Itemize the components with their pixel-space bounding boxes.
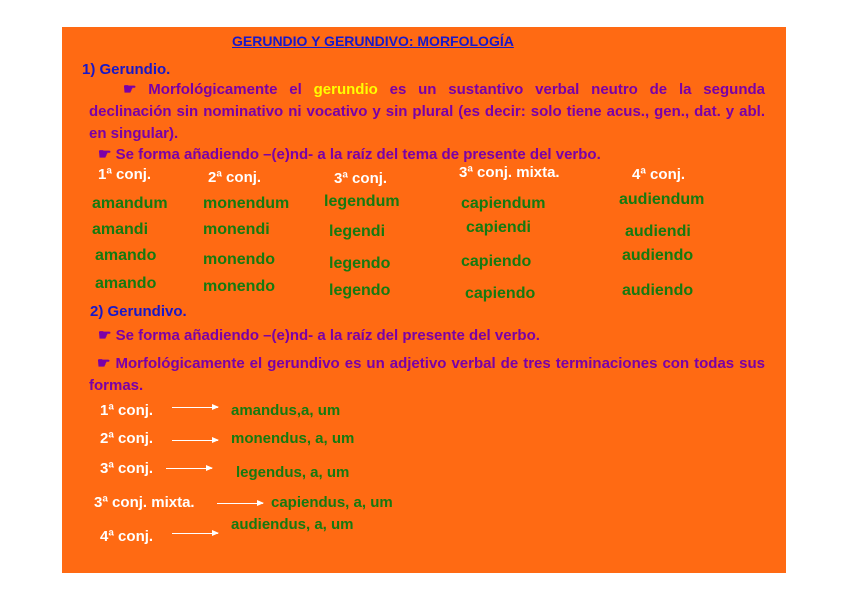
- paradigm-cell: amandum: [92, 195, 168, 212]
- gerund-highlight: gerundio: [313, 81, 378, 98]
- gerund-formation: ☛ Se forma añadiendo –(e)nd- a la raíz del tema de presente del verbo.: [98, 146, 601, 163]
- conj-header: 1ª conj.: [98, 166, 152, 183]
- pointing-hand-icon: ☛: [98, 327, 112, 344]
- gerundive-form: amandus,a, um: [231, 402, 341, 419]
- paradigm-cell: audiendo: [622, 282, 694, 299]
- pointing-hand-icon: ☛: [97, 355, 111, 372]
- gerund-definition: ☛ Morfológicamente el gerundio es un sustantivo verbal neutro de la segunda declinación sin nominativo ni vocativo y sin plural (es decir: solo tiene acus., gen., dat. y abl. en singular).: [89, 81, 765, 142]
- paradigm-cell: audiendo: [622, 247, 694, 264]
- conj-header: 2ª conj.: [208, 169, 262, 186]
- gerundive-label: 3ª conj. mixta.: [94, 494, 195, 511]
- gerundive-label: 2ª conj.: [100, 430, 154, 447]
- paradigm-cell: monendo: [203, 251, 275, 268]
- paradigm-cell: amandi: [92, 221, 149, 238]
- page-title: GERUNDIO Y GERUNDIVO: MORFOLOGÍA: [232, 33, 514, 49]
- section1-heading: 1) Gerundio.: [82, 61, 171, 78]
- paradigm-cell: monendum: [203, 195, 290, 212]
- slide: [62, 27, 786, 573]
- gerundive-label: 1ª conj.: [100, 402, 154, 419]
- pointing-hand-icon: ☛: [123, 81, 137, 98]
- gerundive-form: audiendus, a, um: [231, 516, 354, 533]
- conj-header: 4ª conj.: [632, 166, 686, 183]
- pointing-hand-icon: ☛: [98, 146, 112, 163]
- gerundive-definition: ☛ Morfológicamente el gerundivo es un adjetivo verbal de tres terminaciones con todas sus formas.: [89, 355, 765, 394]
- gerundive-form: monendus, a, um: [231, 430, 355, 447]
- arrow-right-icon: [217, 503, 263, 504]
- paradigm-cell: legendo: [329, 255, 391, 272]
- paradigm-cell: legendo: [329, 282, 391, 299]
- paradigm-cell: amando: [95, 247, 157, 264]
- gerundive-formation: ☛ Se forma añadiendo –(e)nd- a la raíz del presente del verbo.: [98, 327, 540, 344]
- paradigm-cell: capiendum: [461, 195, 546, 212]
- paradigm-cell: legendum: [324, 193, 400, 210]
- paradigm-cell: audiendum: [619, 191, 705, 208]
- gerundive-label: 3ª conj.: [100, 460, 154, 477]
- conj-header: 3ª conj.: [334, 170, 388, 187]
- arrow-right-icon: [166, 468, 212, 469]
- paradigm-cell: monendo: [203, 278, 275, 295]
- section2-heading: 2) Gerundivo.: [90, 303, 187, 320]
- gerundive-form: legendus, a, um: [236, 464, 350, 481]
- paradigm-cell: audiendi: [625, 223, 691, 240]
- gerundive-label: 4ª conj.: [100, 528, 154, 545]
- gerundive-form: capiendus, a, um: [271, 494, 393, 511]
- paradigm-cell: monendi: [203, 221, 270, 238]
- paradigm-cell: legendi: [329, 223, 386, 240]
- arrow-right-icon: [172, 533, 218, 534]
- arrow-right-icon: [172, 407, 218, 408]
- paradigm-cell: capiendo: [465, 285, 536, 302]
- arrow-right-icon: [172, 440, 218, 441]
- conj-header: 3ª conj. mixta.: [459, 164, 560, 181]
- paradigm-cell: amando: [95, 275, 157, 292]
- paradigm-cell: capiendi: [466, 219, 531, 236]
- paradigm-cell: capiendo: [461, 253, 532, 270]
